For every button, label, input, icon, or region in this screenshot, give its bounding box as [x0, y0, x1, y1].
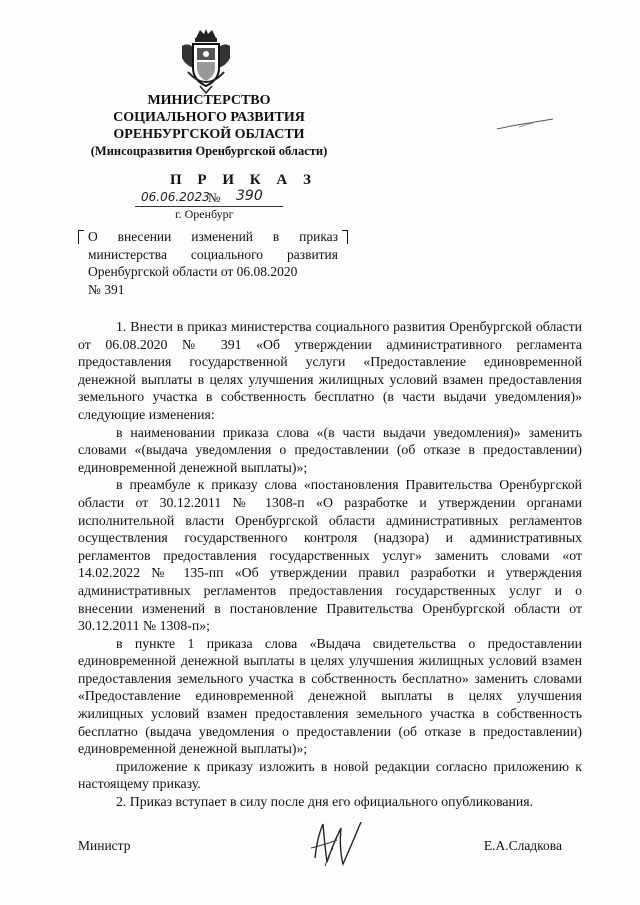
order-subject — [78, 228, 348, 298]
signature-block — [78, 838, 582, 858]
subject-line: министерства социального развития — [88, 246, 338, 262]
order-body — [78, 318, 582, 811]
body-paragraph: приложение к приказу изложить в новой редакции согласно приложению к настоящему приказу. — [78, 758, 582, 792]
number-sign: № — [208, 190, 221, 205]
ministry-line: СОЦИАЛЬНОГО РАЗВИТИЯ — [113, 110, 305, 125]
body-paragraph: в преамбуле к приказу слова «постановления Правительства Оренбургской области от 30.12.2011 № 1308-п «О разработке и утверждении органами исполнительной власти Оренбургской области административных регламентов осуществления государственного контроля (надзора) и административных регламентов предоставления государственных услуг» заменить словами «от 14.02.2022 № 135-пп «Об утверждении правил разработки и утверждения административных регламентов предоставления государственных услуг и о внесении изменений в постановление Правительства Оренбургской области от 30.12.2011 № 1308-п»; — [78, 477, 582, 634]
bracket-right — [342, 230, 348, 244]
order-date-number — [133, 190, 283, 208]
ministry-short-name: (Минсоцразвития Оренбургской области) — [90, 144, 328, 158]
body-paragraph: в наименовании приказа слова «(в части выдачи уведомления)» заменить словами «(выдача уведомления о предоставлении (об отказе в предоставлении) единовременной денежной выплаты)»; — [78, 424, 582, 475]
ministry-line: МИНИСТЕРСТВО — [147, 93, 271, 108]
order-date: 06.06.2023 — [141, 190, 210, 204]
signatory-name: Е.А.Сладкова — [483, 838, 562, 853]
body-paragraph: 1. Внести в приказ министерства социального развития Оренбургской области от 06.08.2020 № 391 «Об утверждении административного регламента предоставления государственной услуги «Предоставление единовременной денежной выплаты в целях улучшения жилищных условий взамен предоставления земельного участка в собственность бесплатно (в части выдачи уведомления)» следующие изменения: — [78, 319, 582, 422]
body-paragraph: 2. Приказ вступает в силу после дня его официального опубликования. — [116, 794, 534, 810]
ministry-line: ОРЕНБУРГСКОЙ ОБЛАСТИ — [113, 127, 305, 142]
pen-mark — [495, 113, 555, 133]
subject-line: Оренбургской области от 06.08.2020 — [88, 264, 298, 279]
subject-line: О внесении изменений в приказ — [88, 229, 338, 244]
document-type-title: П Р И К А З — [170, 172, 317, 188]
subject-line: № 391 — [88, 281, 125, 297]
order-number: 390 — [236, 188, 263, 204]
oren-coat-of-arms-icon — [178, 28, 234, 94]
signatory-role: Министр — [78, 838, 131, 853]
ministry-header — [78, 92, 340, 160]
body-paragraph: в пункте 1 приказа слова «Выдача свидетельства о предоставлении единовременной денежной выплаты в целях улучшения жилищных условий взамен предоставления земельного участка в собственность бесплатно» заменить словами «Предоставление единовременной денежной выплаты в целях улучшения жилищных условий взамен предоставления земельного участка в собственность бесплатно (выдача уведомления о предоставлении (об отказе в предоставлении) единовременной денежной выплаты)»; — [78, 635, 582, 757]
order-city: г. Оренбург — [175, 207, 234, 221]
bracket-left — [78, 230, 84, 244]
